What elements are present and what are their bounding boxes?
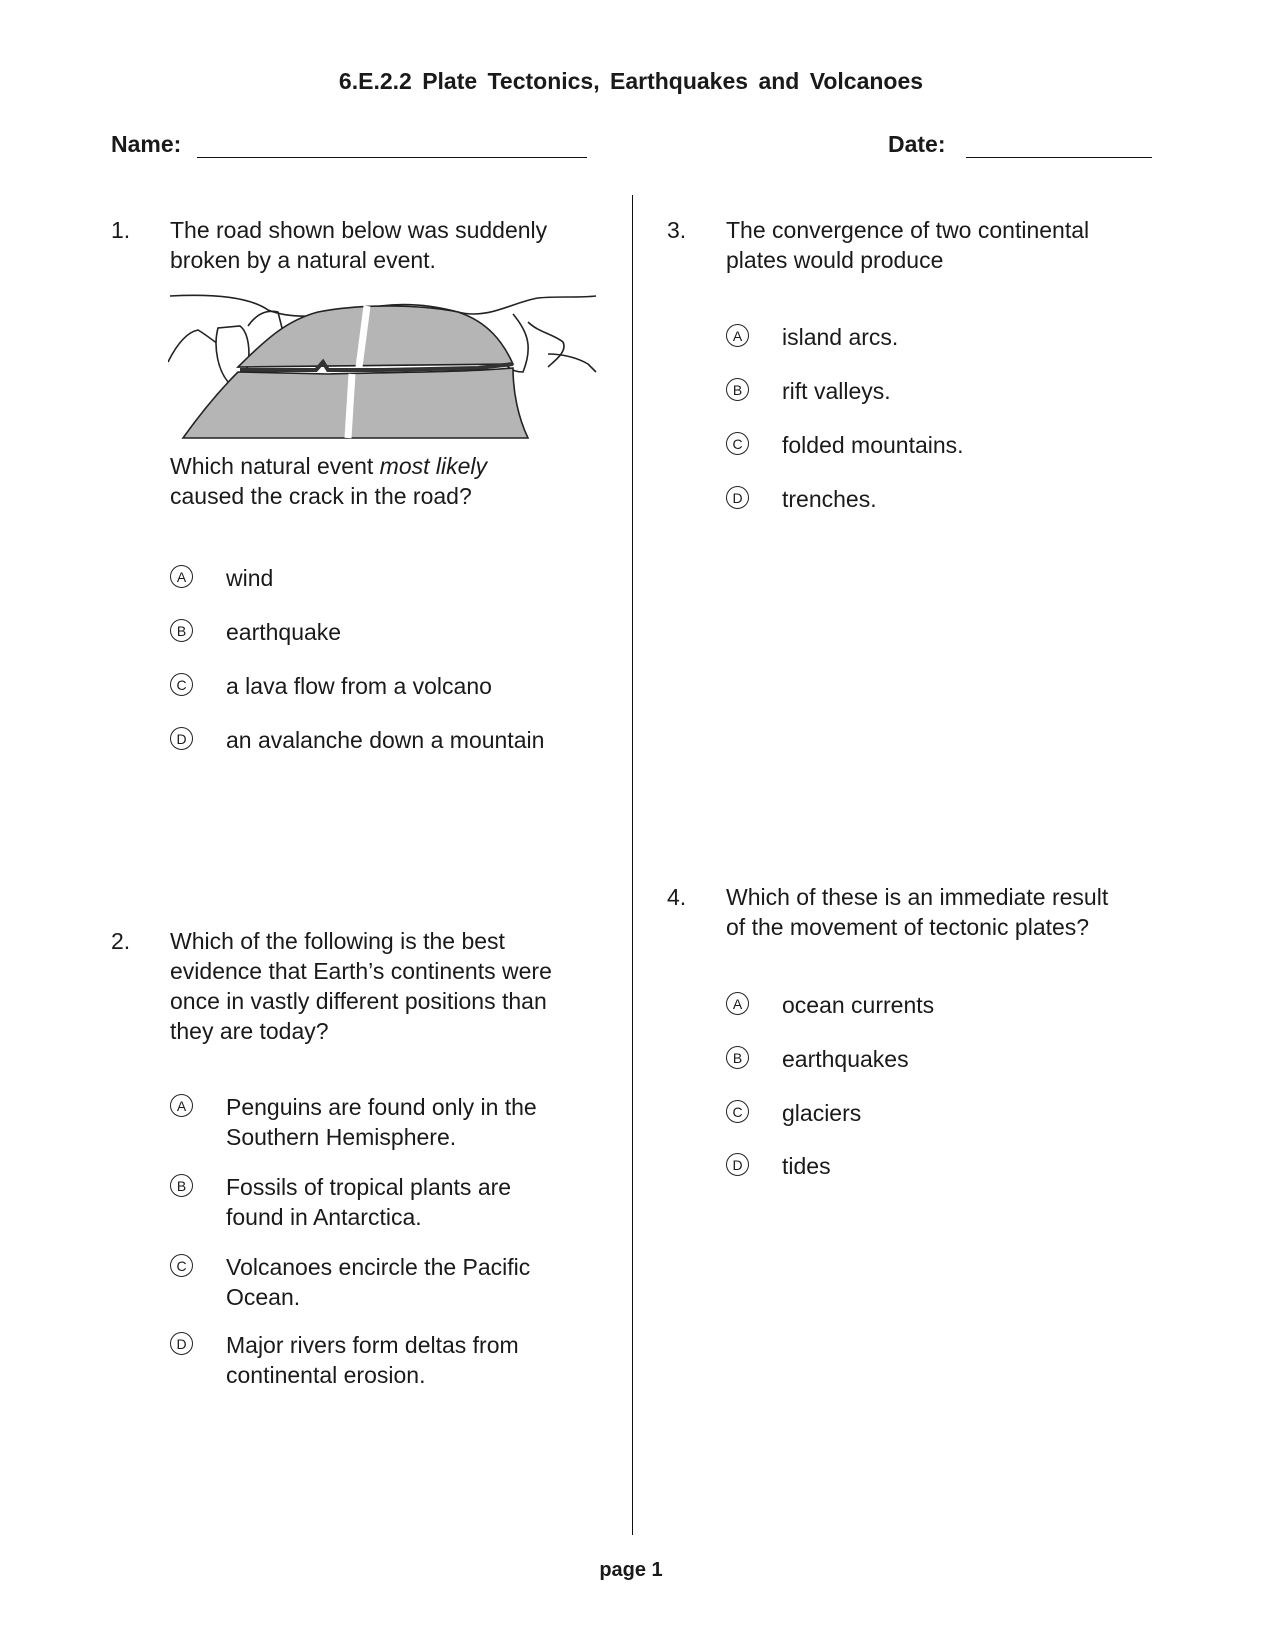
q4-option-a[interactable] [726, 990, 1166, 1020]
prompt-line [170, 451, 630, 481]
option-line: found in Antarctica. [226, 1204, 422, 1230]
cracked-road-illustration [168, 292, 598, 440]
date-field[interactable] [966, 157, 1152, 158]
question-stem [170, 215, 547, 275]
stem-line: evidence that Earth’s continents were [170, 958, 552, 984]
q3-option-a[interactable] [726, 322, 1166, 352]
q1-option-a[interactable] [170, 563, 610, 593]
q1-option-c[interactable] [170, 671, 610, 701]
answer-bubble-c[interactable]: C [170, 1254, 193, 1277]
stem-line: Which of these is an immediate result [726, 884, 1109, 910]
question-stem [726, 882, 1108, 942]
prompt-line: caused the crack in the road? [170, 483, 472, 509]
q4-option-b[interactable] [726, 1044, 1166, 1074]
prompt-text: Which natural event [170, 453, 380, 479]
column-divider [632, 195, 633, 1535]
question-1-prompt [170, 451, 630, 521]
option-text: earthquakes [782, 1046, 909, 1072]
answer-bubble-a[interactable]: A [726, 324, 749, 347]
option-text: earthquake [226, 619, 342, 645]
answer-bubble-b[interactable]: B [170, 619, 193, 642]
answer-bubble-d[interactable]: D [170, 727, 193, 750]
q3-option-c[interactable] [726, 430, 1166, 460]
option-line: Ocean. [226, 1284, 301, 1310]
option-text: a lava flow from a volcano [226, 673, 492, 699]
option-text: ocean currents [782, 992, 935, 1018]
option-text: glaciers [782, 1100, 862, 1126]
option-line: Major rivers form deltas from [226, 1332, 519, 1358]
stem-line: of the movement of tectonic plates? [726, 914, 1090, 940]
q2-option-b[interactable] [170, 1172, 610, 1232]
answer-bubble-c[interactable]: C [726, 432, 749, 455]
page-number: page 1 [599, 1559, 663, 1581]
option-text: tides [782, 1153, 831, 1179]
option-text [226, 1330, 519, 1390]
option-line: continental erosion. [226, 1362, 426, 1388]
answer-bubble-c[interactable]: C [170, 673, 193, 696]
stem-line: The road shown below was suddenly [170, 217, 548, 243]
option-text [226, 1252, 530, 1312]
option-text: rift valleys. [782, 378, 891, 404]
answer-bubble-b[interactable]: B [726, 378, 749, 401]
question-stem [170, 926, 552, 1046]
name-field[interactable] [197, 157, 587, 158]
answer-bubble-d[interactable]: D [726, 1153, 749, 1176]
q3-option-b[interactable] [726, 376, 1166, 406]
answer-bubble-a[interactable]: A [170, 565, 193, 588]
answer-bubble-a[interactable]: A [170, 1094, 193, 1117]
question-2 [111, 926, 621, 1051]
q1-option-b[interactable] [170, 617, 610, 647]
q4-option-d[interactable] [726, 1151, 1166, 1181]
stem-line: The convergence of two continental [726, 217, 1090, 243]
worksheet-title: 6.E.2.2 Plate Tectonics, Earthquakes and Volcanoes [338, 68, 924, 94]
answer-bubble-a[interactable]: A [726, 992, 749, 1015]
q4-option-c[interactable] [726, 1098, 1166, 1128]
prompt-emphasis: most likely [379, 453, 488, 479]
stem-line: once in vastly different positions than [170, 988, 547, 1014]
option-line: Southern Hemisphere. [226, 1124, 457, 1150]
question-number: 1. [111, 217, 131, 243]
option-line: Penguins are found only in the [226, 1094, 537, 1120]
question-number: 2. [111, 928, 131, 954]
question-number: 3. [667, 217, 687, 243]
answer-bubble-b[interactable]: B [170, 1174, 193, 1197]
answer-bubble-d[interactable]: D [726, 486, 749, 509]
q2-option-a[interactable] [170, 1092, 610, 1152]
answer-bubble-b[interactable]: B [726, 1046, 749, 1069]
option-line: Volcanoes encircle the Pacific [226, 1254, 531, 1280]
question-4 [667, 882, 1207, 947]
stem-line: Which of the following is the best [170, 928, 505, 954]
stem-line: plates would produce [726, 247, 944, 273]
option-line: Fossils of tropical plants are [226, 1174, 512, 1200]
q2-option-d[interactable] [170, 1330, 610, 1390]
question-3 [667, 215, 1187, 280]
date-label: Date: [888, 131, 946, 157]
option-text [226, 1172, 511, 1232]
option-text: island arcs. [782, 324, 899, 350]
q3-option-d[interactable] [726, 484, 1166, 514]
question-stem [726, 215, 1089, 275]
q2-option-c[interactable] [170, 1252, 610, 1312]
stem-line: they are today? [170, 1018, 329, 1044]
option-text [226, 1092, 537, 1152]
q1-option-d[interactable] [170, 725, 610, 755]
answer-bubble-d[interactable]: D [170, 1332, 193, 1355]
stem-line: broken by a natural event. [170, 247, 436, 273]
option-text: an avalanche down a mountain [226, 727, 545, 753]
option-text: wind [226, 565, 274, 591]
option-text: trenches. [782, 486, 877, 512]
answer-bubble-c[interactable]: C [726, 1100, 749, 1123]
name-label: Name: [111, 131, 182, 157]
question-number: 4. [667, 884, 687, 910]
option-text: folded mountains. [782, 432, 964, 458]
